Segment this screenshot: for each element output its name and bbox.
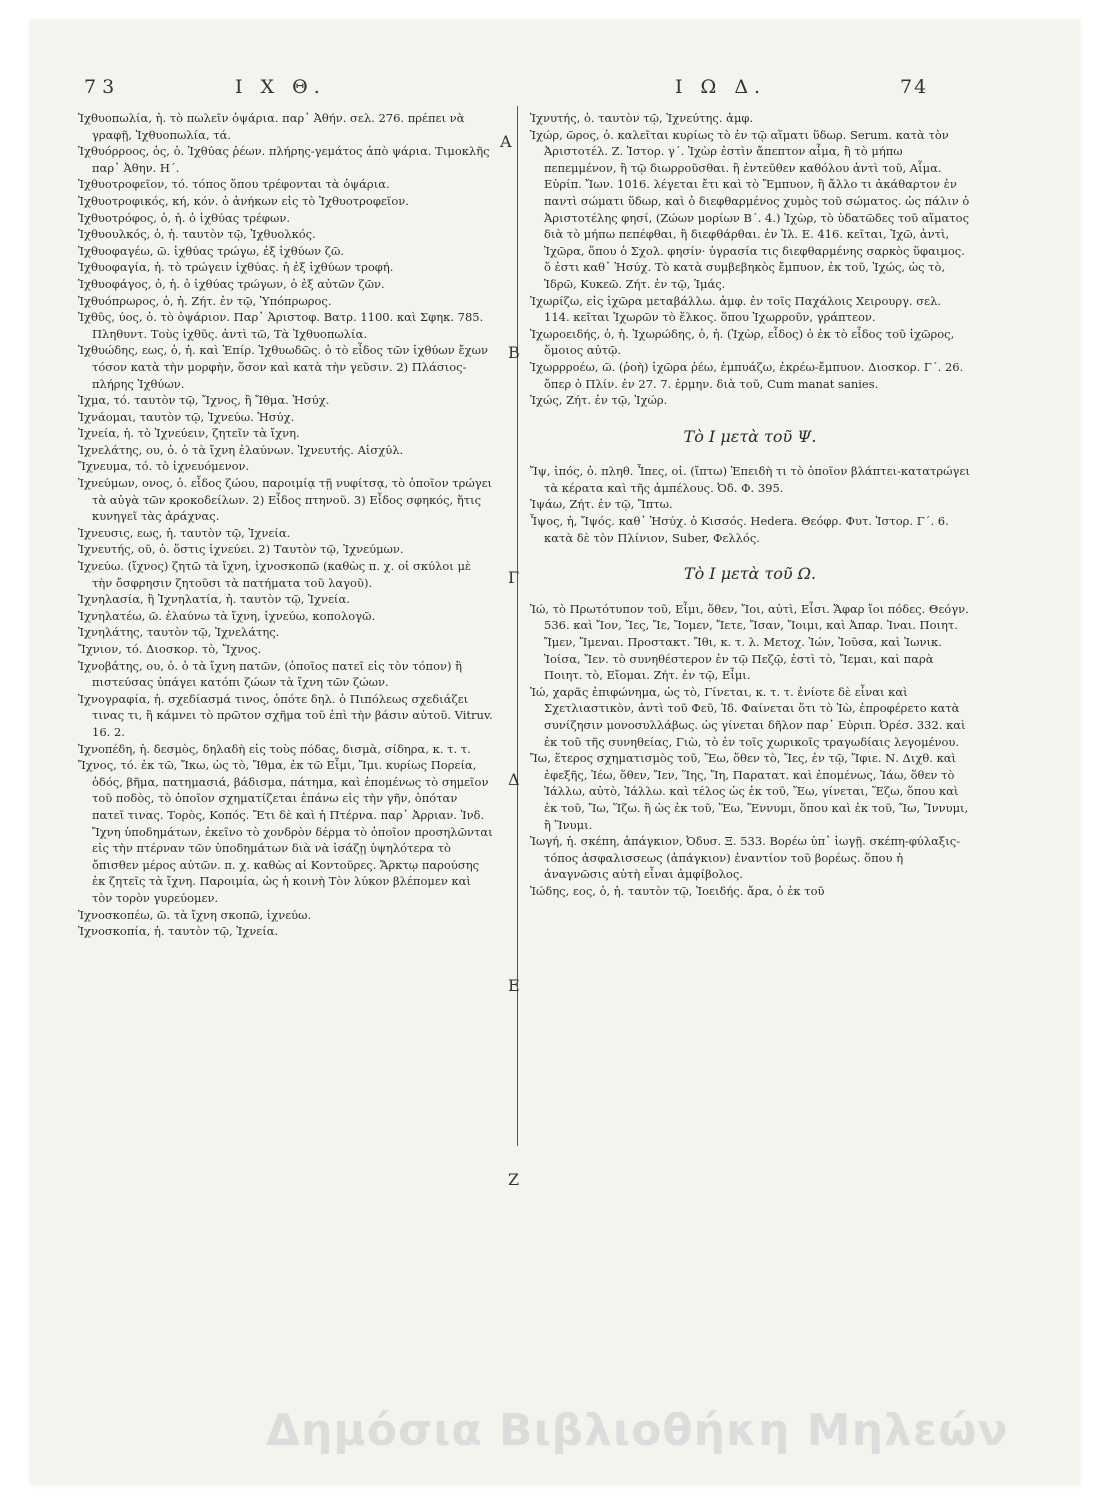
dictionary-entry: Ἰώ, χαρᾶς ἐπιφώνημα, ὡς τὸ, Γίνεται, κ. τ. τ. ἐνίοτε δὲ εἶναι καὶ Σχετλιαστικὸν, ἀντὶ τοῦ Φεῦ, Ἰδ. Φαίνεται ὅτι τὸ Ἰὼ, ἐπροφέρετο κατὰ συνίζησιν μονοσυλλάβως. ὡς γίνεται δῆλον παρ᾽ Εὐριπ. Ὀρέσ. 332. καὶ ἐκ τοῦ τῆς συνηθείας, Γιὼ, τὸ ἐν τοῖς χωρικοῖς τραγωδίαις λεγομένου.	[530, 684, 966, 749]
section-heading-omega: Τὸ Ι μετὰ τοῦ Ω.	[683, 564, 817, 584]
dictionary-entry: Ἰχνευσις, εως, ἡ. ταυτὸν τῷ, Ἰχνεία.	[78, 525, 291, 540]
right-running-title: Ι Ω Δ.	[675, 76, 767, 98]
dictionary-entry: Ἰχνεύω. (ἴχνος) ζητῶ τὰ ἴχνη, ἰχνοσκοπῶ (καθὼς π. χ. οἱ σκύλοι μὲ τὴν ὄσφρησιν ζητοῦσι τὰ πατήματα τοῦ λαγοῦ).	[78, 559, 472, 590]
margin-letter-epsilon: Ε	[508, 976, 520, 995]
dictionary-entry: Ἰωγή, ἡ. σκέπη, ἀπάγκιον, Ὀδυσ. Ξ. 533. Βορέω ὑπ᾽ ἰωγῇ. σκέπη-φύλαξις-τόπος ἀσφαλισσεως (ἀπάγκιον) ἐναντίον τοῦ βορέως. ὅπου ἡ ἀναγνῶσις αὐτὴ εἶναι ἀμφίβολος.	[530, 834, 961, 882]
dictionary-entry: Ἴχνος, τό. ἐκ τῶ, Ἴκω, ὡς τὸ, Ἴθμα, ἐκ τῶ Εἶμι, Ἴμι. κυρίως Πορεία, ὁδός, βῆμα, πατημασιά, βάδισμα, πάτημα, καὶ ἐπομένως τὸ σημεῖον τοῦ ποδὸς, τὸ ὁποῖον σχηματίζεται ἐπάνω εἰς τὴν γῆν, ὁπόταν πατεῖ τινας. Τορὸς, Κοπός. Ἔτι δὲ καὶ ἡ Πτέρνα. παρ᾽ Ἀρριαν. Ἰνδ. Ἴχνη ὑποδημάτων, ἐκεῖνο τὸ χονδρὸν δέρμα τὸ ὁποῖον προσηλῶνται εἰς τὴν πτέρναν τῶν ὑποδημάτων διὰ νὰ ἰσάζῃ ὑψηλότερα τὸ ὄπισθεν μέρος αὐτῶν. π. χ. καθὼς αἱ Κοντοῦρες. Ἄρκτῳ παρούσης ἐκ ζητεῖς τὰ ἴχνη. Παροιμία, ὡς ἡ κοινὴ Τὸν λύκον βλέπομεν καὶ τὸν τορὸν γυρεύομεν.	[78, 758, 493, 905]
scanned-page	[30, 20, 1080, 1485]
dictionary-entry: Ἰχθυόπρωρος, ὁ, ἡ. Ζήτ. ἐν τῷ, Ὑπόπρωρος.	[78, 293, 332, 308]
left-page-number: 73	[84, 76, 121, 98]
dictionary-entry: Ἰχθυοτρόφος, ὁ, ἡ. ὁ ἰχθύας τρέφων.	[78, 210, 290, 225]
dictionary-entry: Ἰχθυοφαγέω, ῶ. ἰχθύας τρώγω, ἐξ ἰχθύων ζῶ.	[78, 243, 344, 258]
dictionary-entry: Ἰχνηλασία, ἢ Ἰχνηλατία, ἡ. ταυτὸν τῷ, Ἰχνεία.	[78, 592, 350, 607]
margin-letter-zeta: Ζ	[508, 1170, 520, 1189]
dictionary-entry: Ἴω, ἕτερος σχηματισμὸς τοῦ, Ἕω, ὅθεν τὸ, Ἴες, ἐν τῷ, Ἴφιε. Ν. Διχθ. καὶ ἐφεξῆς, Ἰέω, ὅθεν, Ἴεν, Ἵης, Ἴη, Παρατατ. καὶ ἐπομένως, Ἰάω, ὅθεν τὸ Ἰάλλω, αὐτὸ, Ἰάλλω. καὶ τέλος ὡς ἐκ τοῦ, Ἕω, γίνεται, Ἕζω, ὅπου καὶ ἐκ τοῦ, Ἴω, Ἵζω. ἢ ὡς ἐκ τοῦ, Ἕω, Ἕννυμι, ὅπου καὶ ἐκ τοῦ, Ἴω, Ἴννυμι, ἢ Ἵνυμι.	[530, 751, 969, 832]
dictionary-entry: Ἰχνευτής, οῦ, ὁ. ὅστις ἰχνεύει. 2) Ταυτὸν τῷ, Ἰχνεύμων.	[78, 542, 404, 557]
dictionary-entry: Ἰχωρρροέω, ῶ. (ῥοὴ) ἰχῶρα ῥέω, ἐμπυάζω, ἐκρέω-ἔμπυον. Διοσκορ. Γ´. 26. ὅπερ ὁ Πλίν. ἐν 27. 7. ἑρμην. διὰ τοῦ, Cum manat sanies.	[530, 359, 964, 391]
dictionary-entry: Ἰχνοβάτης, ου, ὁ. ὁ τὰ ἴχνη πατῶν, (ὁποῖος πατεῖ εἰς τὸν τόπον) ἢ πιστεύσας ὑπάγει κατόπι ζώων τὰ ἴχνη τῶν ζώων.	[78, 658, 463, 690]
dictionary-entry: Ἰψάω, Ζήτ. ἐν τῷ, Ἴπτω.	[530, 497, 673, 512]
dictionary-entry: Ἰχθυουλκός, ὁ, ἡ. ταυτὸν τῷ, Ἰχθυολκός.	[78, 227, 316, 242]
margin-letter-gamma: Γ	[508, 568, 520, 587]
right-column	[530, 110, 970, 900]
dictionary-entry: Ἰχθυοπωλία, ἡ. τὸ πωλεῖν ὀψάρια. παρ᾽ Ἀθήν. σελ. 276. πρέπει νὰ γραφῇ, Ἰχθυοπωλία, τά.	[78, 111, 465, 142]
dictionary-entry: Ἰχνεία, ἡ. τὸ Ἰχνεύειν, ζητεῖν τὰ ἴχνη.	[78, 426, 300, 441]
dictionary-entry: Ἰχνηλάτης, ταυτὸν τῷ, Ἰχνελάτης.	[78, 625, 280, 640]
dictionary-entry: Ἰχνοσκοπέω, ῶ. τὰ ἴχνη σκοπῶ, ἰχνεύω.	[78, 907, 312, 922]
dictionary-entry: Ἰχνογραφία, ἡ. σχεδίασμά τινος, ὁπότε δηλ. ὁ Πιπόλεως σχεδιάζει τινας τι, ἢ κάμνει τὸ πρῶτον σχῆμα τοῦ ἐπὶ τὴν βάσιν αὐτοῦ. Vitruv. 16. 2.	[78, 691, 493, 739]
dictionary-entry: Ἴχνιον, τό. Διοσκορ. τὸ, Ἴχνος.	[78, 642, 262, 656]
left-column	[78, 110, 493, 940]
dictionary-entry: Ἰχνηλατέω, ῶ. ἐλαύνω τὰ ἴχνη, ἰχνεύω, κοπολογῶ.	[78, 608, 376, 623]
dictionary-entry: Ἰχωροειδής, ὁ, ἡ. Ἰχωρώδης, ὁ, ἡ. (Ἰχὼρ, εἶδος) ὁ ἐκ τὸ εἶδος τοῦ ἰχῶρος, ὅμοιος αὐτῷ.	[530, 326, 955, 358]
margin-letter-beta: Β	[508, 343, 520, 362]
dictionary-entry: Ἰχνοπέδη, ἡ. δεσμὸς, δηλαδὴ εἰς τοὺς πόδας, δισμὰ, σίδηρα, κ. τ. τ.	[78, 741, 471, 756]
dictionary-entry: Ἰχνελάτης, ου, ὁ. ὁ τὰ ἴχνη ἐλαύνων. Ἰχνευτής. Αἰσχύλ.	[78, 442, 404, 457]
library-watermark: Δημόσια Βιβλιοθήκη Μηλεών	[266, 1405, 1009, 1456]
dictionary-entry: Ἰχθυοτροφικός, κή, κόν. ὁ ἀνήκων εἰς τὸ Ἰχθυοτροφεῖον.	[78, 193, 409, 208]
left-running-title: Ι Χ Θ.	[235, 76, 326, 98]
margin-letter-delta: Δ	[508, 770, 520, 789]
right-page-number: 74	[900, 76, 929, 98]
dictionary-entry: Ἴχνευμα, τό. τὸ ἰχνευόμενον.	[78, 459, 250, 474]
dictionary-entry: Ἰχώρ, ῶρος, ὁ. καλεῖται κυρίως τὸ ἐν τῷ αἵματι ὕδωρ. Serum. κατὰ τὸν Ἀριστοτέλ. Ζ. Ἱστορ. γ´. Ἰχὼρ ἐστὶν ἄπεπτον αἷμα, ἢ τὸ μήπω πεπεμμένον, ἢ τῷ διωρροῦσθαι. ἢ ἐντεῦθεν καθόλου ἀντὶ τοῦ, Αἷμα. Εὐρίπ. Ἴων. 1016. λέγεται ἔτι καὶ τὸ Ἔμπυον, ἢ ἄλλο τι ἀκάθαρτον ἐν παντὶ σώματι ὕδωρ, καὶ ὁ διεφθαρμένος χυμὸς τοῦ σώματος. ὡς πάλιν ὁ Ἀριστοτέλης φησί, (Ζώων μορίων Β´. 4.) Ἰχὼρ, τὸ ὑδατῶδες τοῦ αἵματος διὰ τὸ μήπω πεπέφθαι, ἢ διεφθάρθαι. ἐν Ἰλ. Ε. 416. κεῖται, Ἰχῶ, ἀντὶ, Ἰχῶρα, ὅπου ὁ Σχολ. φησίν· ὑγρασία τις διεφθαρμένης σαρκὸς ὕφαιμος. ὅ ἐστι καθ᾽ Ἡσύχ. Τὸ κατὰ συμβεβηκὸς ἔμπυον, ἐκ τοῦ, Ἰχώς, ὡς τὸ, Ἱδρῶ, Κυκεῶ. Ζήτ. ἐν τῷ, Ἱμάς.	[530, 127, 970, 291]
dictionary-entry: Ἶψος, ἡ, Ἴψός. καθ᾽ Ἡσύχ. ὁ Κισσός. Hedera. Θεόφρ. Φυτ. Ἱστορ. Γ´. 6. κατὰ δὲ τὸν Πλίνιον, Suber, Φελλός.	[530, 514, 949, 545]
dictionary-entry: Ἰχνυτής, ὁ. ταυτὸν τῷ, Ἰχνεύτης. ἀμφ.	[530, 111, 754, 125]
dictionary-entry: Ἰχμα, τό. ταυτὸν τῷ, Ἴχνος, ἢ Ἴθμα. Ἡσύχ.	[78, 393, 330, 408]
dictionary-entry: Ἰχθυώδης, εως, ὁ, ἡ. καὶ Ἐπίρ. Ἰχθυωδῶς. ὁ τὸ εἶδος τῶν ἰχθύων ἔχων τόσον κατὰ τὴν μορφὴν, ὅσον καὶ κατὰ τὴν γεῦσιν. 2) Πλάσιος-πλήρης Ἰχθύων.	[78, 343, 488, 391]
dictionary-entry: Ἰχωρίζω, εἰς ἰχῶρα μεταβάλλω. ἀμφ. ἐν τοῖς Παχάλοις Χειρουργ. σελ. 114. κεῖται Ἰχωρῶν τὸ ἕλκος. ὅπου Ἰχωρροῦν, γράπτεον.	[530, 293, 942, 325]
dictionary-entry: Ἰχώς, Ζήτ. ἐν τῷ, Ἰχώρ.	[530, 393, 668, 408]
section-heading-psi: Τὸ Ι μετὰ τοῦ Ψ.	[683, 426, 817, 446]
margin-letter-alpha: Α	[500, 132, 512, 151]
dictionary-entry: Ἰχνεύμων, ονος, ὁ. εἶδος ζώου, παροιμίᾳ τῇ νυφίτσᾳ, τὸ ὁποῖον τρώγει τὰ αὐγὰ τῶν κροκοδείλων. 2) Εἶδος πτηνοῦ. 3) Εἶδος σφηκός, ἥτις κυνηγεῖ τὰς ἀράχνας.	[78, 476, 493, 524]
dictionary-entry: Ἰχθυοφαγία, ἡ. τὸ τρώγειν ἰχθύας. ἡ ἐξ ἰχθύων τροφή.	[78, 260, 394, 275]
dictionary-entry: Ἰώδης, εος, ὁ, ἡ. ταυτὸν τῷ, Ἰοειδής. ἄρα, ὁ ἐκ τοῦ	[530, 883, 825, 898]
dictionary-entry: Ἰώ, τὸ Πρωτότυπον τοῦ, Εἶμι, ὅθεν, Ἴοι, αὐτὶ, Εἶσι. Ἄφαρ ἴοι πόδες. Θεόγν. 536. καὶ Ἴον, Ἴες, Ἴε, Ἴομεν, Ἴετε, Ἴσαν, Ἴοιμι, καὶ Ἀπαρ. Ἰναι. Ποιητ. Ἴμεν, Ἴμεναι. Προστακτ. Ἴθι, κ. τ. λ. Μετοχ. Ἰών, Ἰοῦσα, καὶ Ἰωνικ. Ἰοίσα, Ἴεν. τὸ συνηθέστερον ἐν τῷ Πεζῷ, ἐστὶ τὸ, Ἴεμαι, καὶ παρὰ Ποιητ. τὸ, Εἴομαι. Ζήτ. ἐν τῷ, Εἶμι.	[530, 601, 969, 683]
dictionary-entry: Ἰχθυοφάγος, ὁ, ἡ. ὁ ἰχθύας τρώγων, ὁ ἐξ αὐτῶν ζῶν.	[78, 276, 385, 291]
dictionary-entry: Ἰχθυόρροος, ὁς, ὁ. Ἰχθύας ῥέων. πλήρης-γεμάτος ἀπὸ ψάρια. Τιμοκλῆς παρ᾽ Ἀθην. Η´.	[78, 144, 490, 175]
dictionary-entry: Ἰχθῦς, ύος, ὁ. τὸ ὀψάριον. Παρ᾽ Ἀριστοφ. Βατρ. 1100. καὶ Σφηκ. 785. Πληθυντ. Τοὺς ἰχθῦς. ἀντὶ τῶ, Τὰ Ἰχθυοπωλία.	[78, 310, 484, 341]
dictionary-entry: Ἴψ, ἰπός, ὁ. πληθ. Ἶπες, οἱ. (ἴπτω) Ἐπειδὴ τι τὸ ὁποῖον βλάπτει-κατατρώγει τὰ κέρατα καὶ τῆς ἀμπέλους. Ὀδ. Φ. 395.	[530, 464, 970, 495]
dictionary-entry: Ἰχνάομαι, ταυτὸν τῷ, Ἰχνεύω. Ἡσύχ.	[78, 409, 295, 424]
dictionary-entry: Ἰχνοσκοπία, ἡ. ταυτὸν τῷ, Ἰχνεία.	[78, 924, 279, 939]
dictionary-entry: Ἰχθυοτροφεῖον, τό. τόπος ὅπου τρέφονται τὰ ὀψάρια.	[78, 177, 390, 192]
